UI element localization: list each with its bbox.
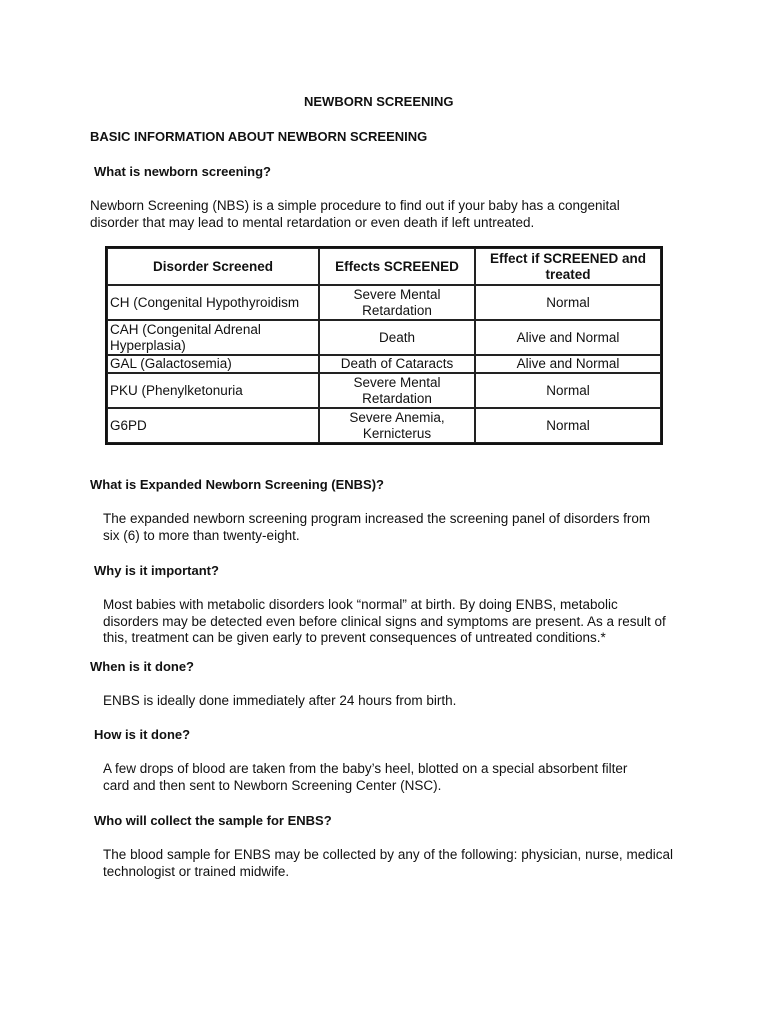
section-heading: BASIC INFORMATION ABOUT NEWBORN SCREENING (90, 129, 428, 144)
table-header-cell: Effect if SCREENED and treated (475, 248, 661, 285)
table-row (107, 285, 661, 320)
table-cell: GAL (Galactosemia) (107, 355, 319, 373)
question-heading-why-important: Why is it important? (94, 563, 219, 578)
paragraph-why-important: Most babies with metabolic disorders look “normal” at birth. By doing ENBS, metabolic disorders may be detected even before clinical signs and symptoms are present. As a result of this, treatment can be given early to prevent consequences of untreated conditions.* (103, 597, 666, 645)
table-cell: CAH (Congenital Adrenal Hyperplasia) (107, 320, 319, 355)
question-heading-when-done: When is it done? (90, 659, 194, 674)
table-cell: Severe Mental Retardation (319, 373, 475, 408)
table-cell: Alive and Normal (475, 320, 661, 355)
question-heading-what-is-nbs: What is newborn screening? (94, 164, 271, 179)
question-heading-who-collects: Who will collect the sample for ENBS? (94, 813, 332, 828)
paragraph-when-done: ENBS is ideally done immediately after 24 hours from birth. (103, 693, 457, 708)
table-cell: CH (Congenital Hypothyroidism (107, 285, 319, 320)
table-row (107, 320, 661, 355)
table-cell: Severe Mental Retardation (319, 285, 475, 320)
table-header-cell: Effects SCREENED (319, 248, 475, 285)
table-cell: Normal (475, 285, 661, 320)
table-cell: G6PD (107, 408, 319, 443)
page-title: NEWBORN SCREENING (304, 94, 454, 109)
paragraph-what-is-enbs: The expanded newborn screening program increased the screening panel of disorders from six (6) to more than twenty-eight. (103, 511, 651, 543)
table-cell: Death of Cataracts (319, 355, 475, 373)
paragraph-who-collects: The blood sample for ENBS may be collected by any of the following: physician, nurse, medical technologist or trained midwife. (103, 847, 673, 879)
table-cell: Severe Anemia, Kernicterus (319, 408, 475, 443)
table-cell: Death (319, 320, 475, 355)
paragraph-what-is-nbs: Newborn Screening (NBS) is a simple procedure to find out if your baby has a congenital disorder that may lead to mental retardation or even death if left untreated. (90, 198, 620, 230)
question-heading-what-is-enbs: What is Expanded Newborn Screening (ENBS)? (90, 477, 384, 492)
table-header-cell: Disorder Screened (107, 248, 319, 285)
screening-table (105, 246, 663, 445)
paragraph-how-done: A few drops of blood are taken from the baby’s heel, blotted on a special absorbent filter card and then sent to Newborn Screening Center (NSC). (103, 761, 628, 793)
table-cell: Alive and Normal (475, 355, 661, 373)
question-heading-how-done: How is it done? (94, 727, 191, 742)
table-cell: Normal (475, 408, 661, 443)
table-cell: PKU (Phenylketonuria (107, 373, 319, 408)
table-row (107, 355, 661, 373)
table-row (107, 373, 661, 408)
table-row (107, 408, 661, 443)
table-header-row (107, 248, 661, 285)
table-cell: Normal (475, 373, 661, 408)
